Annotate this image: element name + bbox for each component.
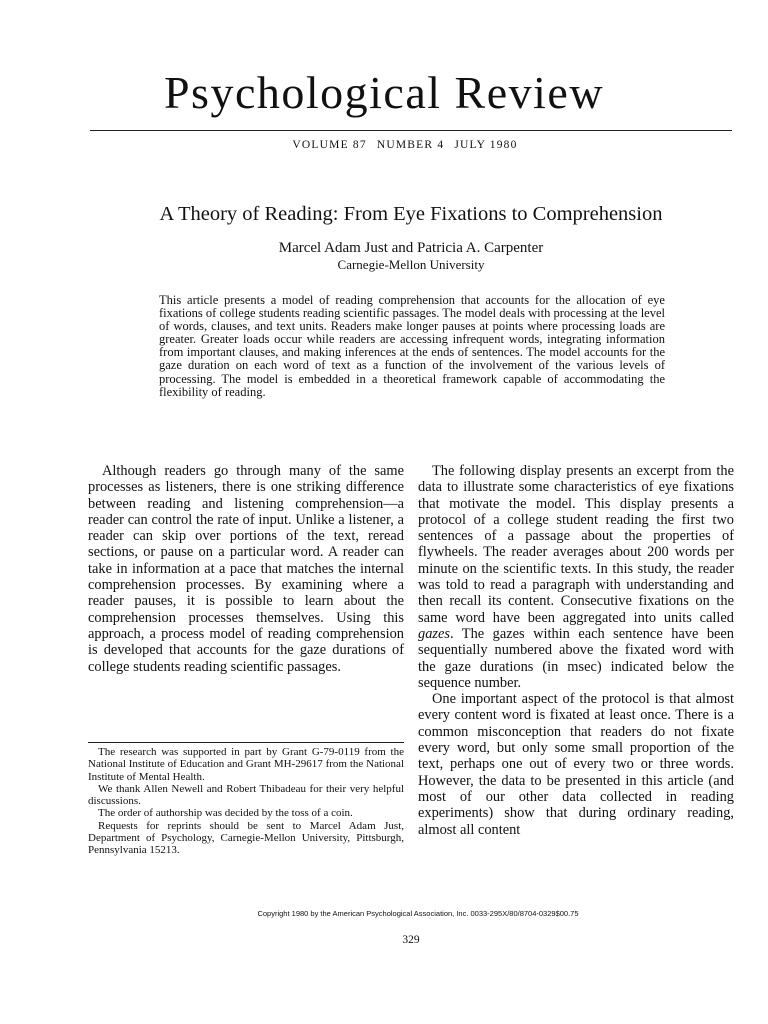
body-paragraph: One important aspect of the protocol is that almost every content word is fixated at least once. There is a common misconception that readers do not fixate every word, but only some small proportion of the text, perhaps one out of every two or three words. However, the data to be presented in this article (and most of our other data collected in reading experiments) show that during ordinary reading, almost all content [418, 691, 734, 838]
body-paragraph [418, 463, 734, 691]
footnote-rule [88, 742, 404, 743]
footnote-authorship: The order of authorship was decided by the toss of a coin. [98, 807, 353, 820]
journal-title: Psychological Review [163, 67, 605, 118]
article-authors: Marcel Adam Just and Patricia A. Carpenter [278, 240, 544, 256]
article-title: A Theory of Reading: From Eye Fixations to Comprehension [159, 203, 663, 225]
number-label: NUMBER 4 [376, 139, 445, 151]
copyright-notice: Copyright 1980 by the American Psychological Association, Inc. 0033-295X/80/8704-0329$00.75 [257, 909, 579, 918]
left-column [88, 463, 404, 675]
issue-line [0, 139, 768, 151]
right-column [418, 463, 734, 838]
footnote-funding: The research was supported in part by Grant G-79-0119 from the National Institute of Education and Grant MH-29617 from the National Institute of Mental Health. [88, 746, 404, 783]
date-label: JULY 1980 [454, 139, 518, 151]
volume-label: VOLUME 87 [292, 139, 367, 151]
footnote-reprints: Requests for reprints should be sent to Marcel Adam Just, Department of Psychology, Carnegie-Mellon University, Pittsburgh, Pennsylvania 15213. [88, 819, 404, 857]
page-number: 329 [402, 934, 420, 946]
emphasized-term: gazes [418, 625, 450, 642]
footnote-acknowledgments: We thank Allen Newell and Robert Thibadeau for their very helpful discussions. [88, 782, 404, 808]
body-paragraph: Although readers go through many of the same processes as listeners, there is one striking difference between reading and listening comprehension—a reader can control the rate of input. Unlike a listener, a reader can skip over portions of the text, reread sections, or pause on a particular word. A reader can take in information at a pace that matches the internal comprehension processes. By examining where a reader pauses, it is possible to learn about the comprehension processes themselves. Using this approach, a process model of reading comprehension is developed that accounts for the gaze durations of college students reading scientific passages. [88, 463, 404, 675]
paragraph-text: . The gazes within each sentence have been sequentially numbered above the fixated word with the gaze durations (in msec) indicated below the sequence number. [418, 625, 734, 691]
abstract: This article presents a model of reading comprehension that accounts for the allocation of eye fixations of college students reading scientific passages. The model deals with processing at the level of words, clauses, and text units. Readers make longer pauses at points where processing loads are greater. Greater loads occur while readers are accessing infrequent words, integrating information from important clauses, and making inferences at the ends of sentences. The model accounts for the gaze duration on each word of text as a function of the involvement of the various levels of processing. The model is embedded in a theoretical framework capable of accommodating the flexibility of reading. [159, 293, 665, 399]
paragraph-text: The following display presents an excerpt from the data to illustrate some characteristics of eye fixations that motivate the model. This display presents a protocol of a college student reading the first two sentences of a passage about the properties of flywheels. The reader averages about 200 words per minute on the scientific texts. In this study, the reader was told to read a paragraph with understanding and then recall its content. Consecutive fixations on the same word have been aggregated into units called [418, 463, 734, 626]
footnotes [88, 746, 404, 857]
header-rule [90, 130, 732, 131]
author-affiliation: Carnegie-Mellon University [337, 257, 485, 272]
